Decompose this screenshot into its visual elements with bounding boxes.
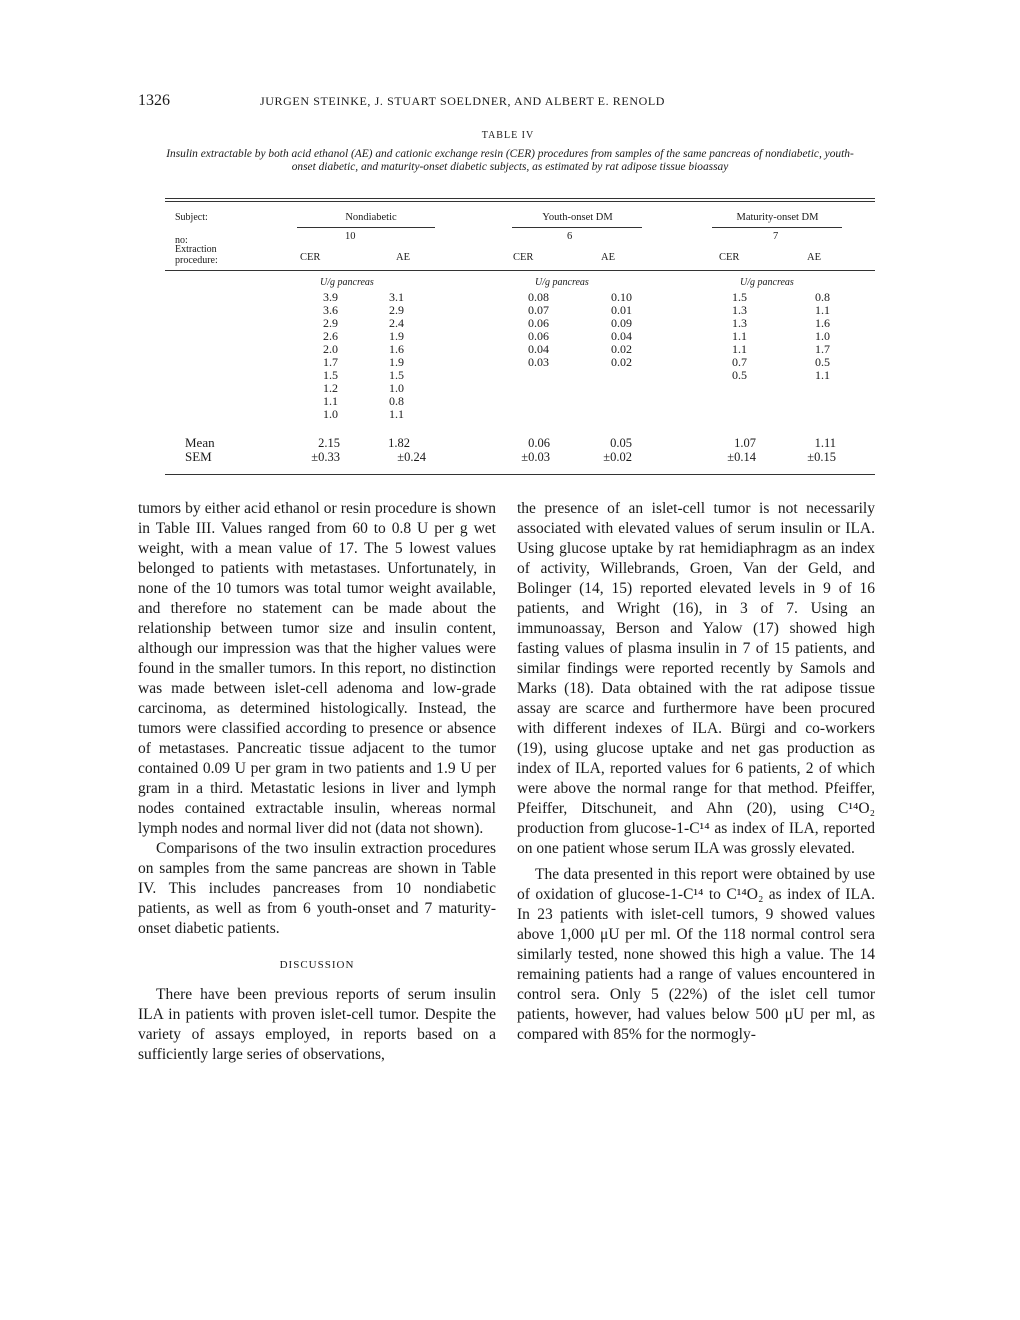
left-paragraph-1: tumors by either acid ethanol or resin procedure is shown in Table III. Values ranged from 60 to 0.8 U per g wet weight, with a mean value of 17. The 5 lowest values belonged to patients with metastases. Unfortunately, in none of the 10 tumors was total tumor weight available, and therefore no statement can be made about the relationship between tumor size and insulin content, although our impression was that the higher values were found in the smaller tumors. In this report, no distinction was made between islet-cell adenoma and low-grade carcinoma, as determined histologically. Instead, the tumors were classified according to presence or absence of metastases. Pancreatic tissue adjacent to the tumor contained 0.09 U per gram in two patients and 1.9 U per gram in a third. Metastatic lesions in liver and lymph nodes contained extractable insulin, whereas normal lymph nodes and normal liver did not (data not shown). bbox=[138, 500, 496, 837]
table-cell-youth-onset-cer: 0.08 bbox=[528, 290, 549, 304]
group-name-maturity-onset: Maturity-onset DM bbox=[736, 212, 819, 223]
left-paragraph-2: Comparisons of the two insulin extraction procedures on samples from the same pancreas are shown in Table IV. This includes pancreases from 10 nondiabetic patients, as well as from 6 youth-onset and 7 maturity-onset diabetic patients. bbox=[138, 840, 496, 937]
table-cell-nondiabetic-ae: 1.5 bbox=[389, 368, 404, 382]
group-n-nondiabetic: 10 bbox=[345, 231, 356, 242]
units-youth-onset: U/g pancreas bbox=[535, 277, 589, 288]
column-youth-onset-cer bbox=[507, 291, 549, 369]
table-cell-maturity-onset-ae: 1.1 bbox=[815, 368, 830, 382]
sem-youth-onset-ae: ±0.02 bbox=[603, 450, 632, 464]
table-cell-nondiabetic-ae: 3.1 bbox=[389, 290, 404, 304]
running-head-authors: JURGEN STEINKE, J. STUART SOELDNER, AND ALBERT E. RENOLD bbox=[260, 94, 666, 108]
group-n-youth-onset: 6 bbox=[567, 231, 573, 242]
group-name-nondiabetic: Nondiabetic bbox=[345, 212, 397, 223]
table-cell-nondiabetic-cer: 2.9 bbox=[323, 316, 338, 330]
sem-nondiabetic-ae: ±0.24 bbox=[397, 450, 426, 464]
cer-header-nondiabetic: CER bbox=[300, 252, 321, 263]
group-rule-nondiabetic bbox=[297, 227, 435, 228]
table-cell-nondiabetic-ae: 1.1 bbox=[389, 407, 404, 421]
column-nondiabetic-cer bbox=[300, 291, 338, 421]
table-cell-nondiabetic-cer: 1.5 bbox=[323, 368, 338, 382]
page-number: 1326 bbox=[138, 92, 170, 109]
mean-youth-onset-cer: 0.06 bbox=[528, 436, 550, 450]
table-cell-youth-onset-cer: 0.06 bbox=[528, 316, 549, 330]
table-cell-nondiabetic-cer: 2.6 bbox=[323, 329, 338, 343]
table-cell-nondiabetic-ae: 0.8 bbox=[389, 394, 404, 408]
table-cell-nondiabetic-ae: 1.9 bbox=[389, 329, 404, 343]
ae-header-youth-onset: AE bbox=[601, 252, 615, 263]
group-name-youth-onset: Youth-onset DM bbox=[542, 212, 613, 223]
table-cell-maturity-onset-cer: 1.3 bbox=[732, 303, 747, 317]
left-paragraph-3: There have been previous reports of serum insulin ILA in patients with proven islet-cell tumor. Despite the variety of assays employed, in reports based on a sufficiently large series of observations, bbox=[138, 986, 496, 1063]
table-cell-youth-onset-ae: 0.10 bbox=[611, 290, 632, 304]
group-n-maturity-onset: 7 bbox=[773, 231, 779, 242]
right-paragraph-1: the presence of an islet-cell tumor is not necessarily associated with elevated values of serum insulin or ILA. Using glucose uptake by rat hemidiaphragm as an index of activity, Willebrands, Groen, Van der Geld, and Bolinger (14, 15) reported elevated levels in 9 of 16 patients, and Wright (16), in 3 of 7. Using an immunoassay, Berson and Yalow (17) showed high fasting values of plasma insulin in 7 of 15 patients, and similar findings were reported recently by Samols and Marks (18). Data obtained with the rat adipose tissue assay are scarce and furthermore have been procured with different indexes of ILA. Bürgi and co-workers (19), using glucose uptake and net gas production as index of ILA, reported values for 6 patients, 2 of which were above the normal range for that method. Pfeiffer, Pfeiffer, Ditschuneit, and Ahn (20), using C¹⁴O₂ production from glucose-1-C¹⁴ as index of ILA, reported on one patient whose serum ILA was grossly elevated. bbox=[517, 500, 875, 857]
table-cell-nondiabetic-cer: 3.6 bbox=[323, 303, 338, 317]
table-cell-nondiabetic-cer: 3.9 bbox=[323, 290, 338, 304]
cer-header-youth-onset: CER bbox=[513, 252, 534, 263]
ae-header-maturity-onset: AE bbox=[807, 252, 821, 263]
column-maturity-onset-ae bbox=[800, 291, 830, 382]
cer-header-maturity-onset: CER bbox=[719, 252, 740, 263]
subject-header: Subject: bbox=[175, 212, 208, 223]
ae-header-nondiabetic: AE bbox=[396, 252, 410, 263]
table-cell-nondiabetic-cer: 1.1 bbox=[323, 394, 338, 408]
table-cell-nondiabetic-ae: 1.0 bbox=[389, 381, 404, 395]
table-bottom-rule bbox=[165, 474, 875, 475]
group-rule-maturity-onset bbox=[712, 227, 842, 228]
table-title: TABLE IV bbox=[481, 130, 535, 141]
table-cell-maturity-onset-cer: 1.3 bbox=[732, 316, 747, 330]
table-cell-youth-onset-ae: 0.01 bbox=[611, 303, 632, 317]
mean-label: Mean bbox=[185, 435, 215, 450]
table-cell-nondiabetic-cer: 2.0 bbox=[323, 342, 338, 356]
table-cell-youth-onset-cer: 0.03 bbox=[528, 355, 549, 369]
table-top-rule bbox=[165, 198, 875, 199]
column-nondiabetic-ae bbox=[370, 291, 404, 421]
procedure-header: procedure: bbox=[175, 255, 218, 266]
table-cell-maturity-onset-cer: 0.7 bbox=[732, 355, 747, 369]
table-cell-maturity-onset-ae: 1.7 bbox=[815, 342, 830, 356]
page-header bbox=[138, 92, 878, 114]
sem-nondiabetic-cer: ±0.33 bbox=[311, 450, 340, 464]
table-cell-nondiabetic-ae: 1.9 bbox=[389, 355, 404, 369]
table-cell-maturity-onset-ae: 1.6 bbox=[815, 316, 830, 330]
table-cell-maturity-onset-cer: 1.1 bbox=[732, 342, 747, 356]
table-cell-maturity-onset-cer: 0.5 bbox=[732, 368, 747, 382]
table-cell-nondiabetic-cer: 1.0 bbox=[323, 407, 338, 421]
units-maturity-onset: U/g pancreas bbox=[740, 277, 794, 288]
sem-maturity-onset-cer: ±0.14 bbox=[727, 450, 756, 464]
table-cell-nondiabetic-cer: 1.2 bbox=[323, 381, 338, 395]
sem-youth-onset-cer: ±0.03 bbox=[521, 450, 550, 464]
table-cell-youth-onset-ae: 0.02 bbox=[611, 342, 632, 356]
table-cell-maturity-onset-ae: 1.0 bbox=[815, 329, 830, 343]
sem-label: SEM bbox=[185, 449, 212, 464]
column-maturity-onset-cer bbox=[717, 291, 747, 382]
mean-maturity-onset-ae: 1.11 bbox=[814, 436, 836, 450]
group-rule-youth-onset bbox=[512, 227, 642, 228]
units-nondiabetic: U/g pancreas bbox=[320, 277, 374, 288]
table-cell-youth-onset-ae: 0.04 bbox=[611, 329, 632, 343]
right-paragraph-2: The data presented in this report were obtained by use of oxidation of glucose-1-C¹⁴ to C¹⁴O₂ as index of ILA. In 23 patients with islet-cell tumors, 9 showed values above 1,000 μU per ml. Of the 118 normal control sera similarly tested, none showed this high a value. The 14 remaining patients had a range of values encountered in control sera. Only 5 (22%) of the islet cell tumor patients, however, had values below 500 μU per ml, as compared with 85% for the normogly- bbox=[517, 866, 875, 1043]
sem-maturity-onset-ae: ±0.15 bbox=[807, 450, 836, 464]
table-top-rule-double bbox=[165, 201, 875, 202]
table-cell-maturity-onset-cer: 1.5 bbox=[732, 290, 747, 304]
table-caption: Insulin extractable by both acid ethanol (AE) and cationic exchange resin (CER) procedures from samples of the same pancreas of nondiabetic, youth-onset diabetic, and maturity-onset diabetic subjects, as estimated by rat adipose tissue bioassay bbox=[166, 148, 854, 173]
table-cell-maturity-onset-ae: 0.5 bbox=[815, 355, 830, 369]
table-cell-nondiabetic-ae: 2.4 bbox=[389, 316, 404, 330]
table-cell-youth-onset-ae: 0.09 bbox=[611, 316, 632, 330]
mean-nondiabetic-cer: 2.15 bbox=[318, 436, 340, 450]
left-column bbox=[138, 499, 496, 1065]
column-youth-onset-ae bbox=[588, 291, 632, 369]
mean-youth-onset-ae: 0.05 bbox=[610, 436, 632, 450]
table-cell-youth-onset-cer: 0.04 bbox=[528, 342, 549, 356]
table-cell-nondiabetic-ae: 2.9 bbox=[389, 303, 404, 317]
no-header: no: bbox=[175, 235, 188, 246]
section-title-discussion: DISCUSSION bbox=[279, 959, 355, 971]
mean-maturity-onset-cer: 1.07 bbox=[734, 436, 756, 450]
table-cell-maturity-onset-ae: 0.8 bbox=[815, 290, 830, 304]
mean-nondiabetic-ae: 1.82 bbox=[388, 436, 410, 450]
table-cell-youth-onset-cer: 0.07 bbox=[528, 303, 549, 317]
right-column bbox=[517, 499, 875, 1045]
table-cell-maturity-onset-ae: 1.1 bbox=[815, 303, 830, 317]
table-cell-nondiabetic-cer: 1.7 bbox=[323, 355, 338, 369]
table-cell-youth-onset-cer: 0.06 bbox=[528, 329, 549, 343]
extraction-header: Extraction bbox=[175, 244, 217, 255]
table-cell-maturity-onset-cer: 1.1 bbox=[732, 329, 747, 343]
table-header-rule bbox=[165, 270, 875, 271]
table-cell-nondiabetic-ae: 1.6 bbox=[389, 342, 404, 356]
table-cell-youth-onset-ae: 0.02 bbox=[611, 355, 632, 369]
